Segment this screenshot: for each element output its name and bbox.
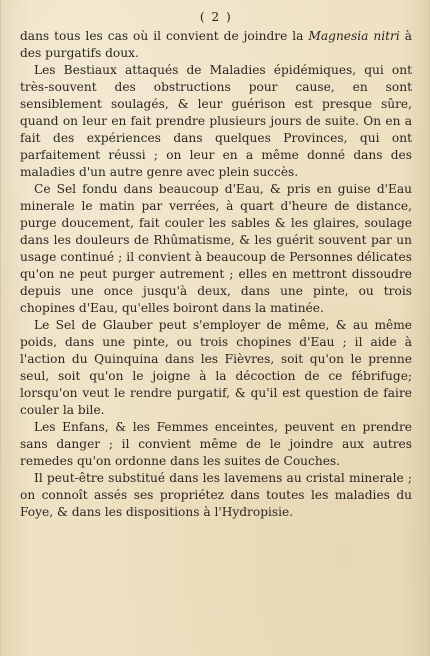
text-run: On en a fait des expériences dans quelques Provinces,: [20, 114, 413, 145]
paragraph: [20, 419, 412, 470]
text-run: Les Bestiaux attaqués de Maladies épidémiques, qui: [34, 63, 384, 77]
text-run: il aide à l'action du Quinquina dans les Fièvres, soit: [20, 335, 412, 366]
paragraph: [20, 62, 412, 181]
text-run: qu'on le prenne seul, soit qu'on le joigne à la décoction: [20, 352, 412, 383]
italic-text: Magnesia: [308, 29, 369, 43]
text-run: d'Eau minerale le matin par verrées, à quart d'heure: [20, 182, 412, 213]
text-run: même poids, dans une pinte, ou trois chopines d'Eau ;: [20, 318, 412, 349]
text-run: aux autres remedes qu'on ordonne dans les suites de: [20, 437, 413, 468]
page-number-text: ( 2 ): [199, 10, 233, 24]
text-run: succès.: [253, 165, 299, 179]
text-run: dans tous les cas où il convient de joindre la: [20, 29, 309, 43]
body-text: [20, 28, 412, 521]
text-run: qui ont parfaitement réussi ; on leur en a même donné: [20, 131, 413, 162]
text-run: sensiblement soulagés, & leur guérison est presque sûre,: [20, 97, 412, 111]
text-run: minerale ; on connoît assés ses propriétez dans toutes: [20, 471, 412, 502]
text-run: ont très-souvent des obstructions pour cause, en sont: [20, 63, 413, 94]
paragraph: [20, 181, 412, 317]
text-run: dans des maladies d'un autre genre avec plein: [20, 148, 413, 179]
text-run: de ce fébrifuge; lorsqu'on veut le rendre purgatif,: [20, 369, 413, 400]
page-content: [20, 9, 412, 521]
text-run: prendre sans danger ; il convient même de le joindre: [20, 420, 412, 451]
paragraph: [20, 317, 412, 419]
text-run: Couches.: [283, 454, 341, 468]
text-run: peut purger autrement ; elles en mettront dissoudre depuis: [20, 267, 413, 298]
text-run: convient à beaucoup de Personnes délicates qu'on ne: [20, 250, 412, 281]
page-number: [20, 9, 412, 26]
text-run: & qu'il est question de faire couler la bile.: [20, 386, 412, 417]
text-run: de distance, purge doucement, fait couler les sables: [20, 199, 412, 230]
text-run: Ce Sel fondu dans beaucoup d'Eau, & pris en guise: [34, 182, 371, 196]
text-run: Il peut-être substitué dans les lavemens au cristal: [34, 471, 345, 485]
text-run: à des purgatifs doux.: [20, 29, 413, 60]
text-run: & les guérit souvent par un usage continué ; il: [20, 233, 413, 264]
text-run: Les Enfans, & les Femmes enceintes, peuvent en: [34, 420, 356, 434]
italic-text: nitri: [373, 29, 400, 43]
text-run: chopines d'Eau, qu'elles boiront dans la matinée.: [20, 301, 324, 315]
paragraph: [20, 28, 412, 62]
paragraph: [20, 470, 412, 521]
text-run: Le Sel de Glauber peut s'employer de même, & au: [34, 318, 369, 332]
text-run: & les glaires, soulage dans les douleurs de Rhûmatisme,: [20, 216, 412, 247]
text-run: une once jusqu'à deux, dans une pinte, ou trois: [70, 284, 413, 298]
text-run: quand on leur en fait prendre plusieurs jours de suite.: [20, 114, 360, 128]
text-run: les maladies du Foye, & dans les dispositions à l'Hydropisie.: [20, 488, 413, 519]
